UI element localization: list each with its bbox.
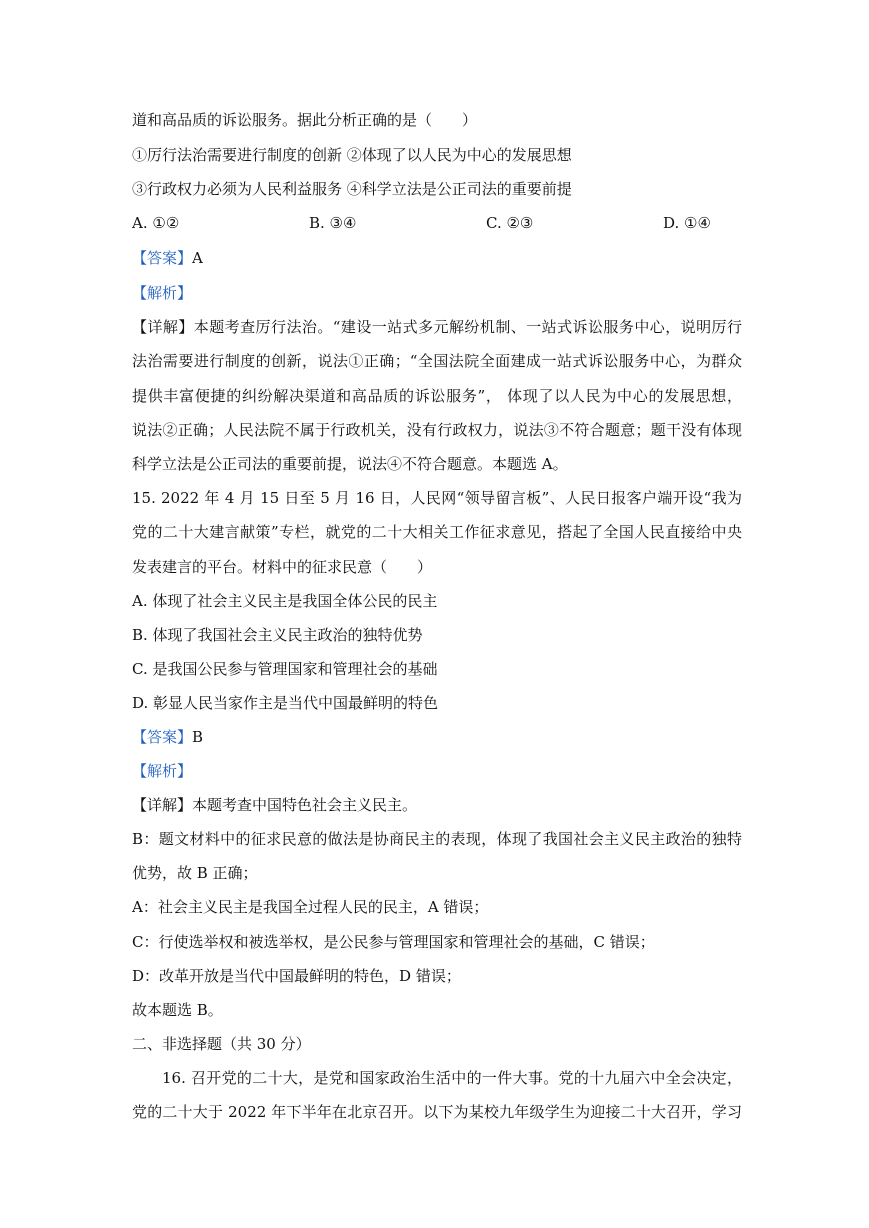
section-heading: 二、非选择题（共 30 分） [132, 1035, 311, 1053]
detail-text: 本题考查厉行法治。“建设一站式多元解纷机制、一站式诉讼服务中心，说明厉行 [193, 318, 742, 336]
q15-detail-first [132, 795, 742, 815]
q15-option-b: B. 体现了我国社会主义民主政治的独特优势 [132, 626, 423, 644]
q15-option-a: A. 体现了社会主义民主是我国全体公民的民主 [132, 592, 438, 610]
q15-detail-line: 优势，故 B 正确； [132, 864, 258, 882]
q15-stem-line: 党的二十大建言献策”专栏，就党的二十大相关工作征求意见，搭起了全国人民直接给中央 [132, 523, 742, 541]
q15-detail-line: D：改革开放是当代中国最鲜明的特色，D 错误； [132, 967, 461, 985]
q15-answer [132, 727, 742, 747]
q14-option-b: B. ③④ [309, 214, 357, 232]
q14-option-d: D. ①④ [663, 214, 711, 232]
q14-detail-line: 说法②正确；人民法院不属于行政机关，没有行政权力，说法③不符合题意；题干没有体现 [132, 421, 742, 439]
q15-stem-line: 发表建言的平台。材料中的征求民意（ ） [132, 558, 433, 576]
q14-analysis [132, 283, 742, 303]
q14-detail-line: 提供丰富便捷的纠纷解决渠道和高品质的诉讼服务”， 体现了以人民为中心的发展思想， [132, 387, 742, 405]
q14-answer [132, 248, 742, 268]
q15-analysis [132, 761, 742, 781]
q15-stem-line: 15. 2022 年 4 月 15 日至 5 月 16 日，人民网“领导留言板”、人民日报客户端开设“我为 [132, 489, 742, 507]
q14-statement-line: ③行政权力必须为人民利益服务 ④科学立法是公正司法的重要前提 [132, 180, 572, 198]
answer-value: B [192, 728, 204, 746]
q14-stem-tail: 道和高品质的诉讼服务。据此分析正确的是（ ） [132, 111, 478, 129]
detail-tag: 【详解】 [132, 318, 194, 336]
detail-tag: 【详解】 [132, 796, 193, 814]
analysis-tag: 【解析】 [132, 762, 193, 780]
answer-value: A [192, 249, 203, 267]
q16-stem-line: 16. 召开党的二十大，是党和国家政治生活中的一件大事。党的十九届六中全会决定， [162, 1069, 742, 1087]
q14-statement-line: ①厉行法治需要进行制度的创新 ②体现了以人民为中心的发展思想 [132, 146, 572, 164]
answer-tag: 【答案】 [132, 728, 193, 746]
q15-detail-line: A：社会主义民主是我国全过程人民的民主，A 错误； [132, 898, 489, 916]
q15-detail-line: C：行使选举权和被选举权，是公民参与管理国家和管理社会的基础，C 错误； [132, 933, 655, 951]
q16-stem-line: 党的二十大于 2022 年下半年在北京召开。以下为某校九年级学生为迎接二十大召开，学习 [132, 1103, 742, 1121]
q15-detail-line: 故本题选 B。 [132, 1001, 223, 1019]
q14-option-c: C. ②③ [486, 214, 534, 232]
q15-detail-line: B：题文材料中的征求民意的做法是协商民主的表现，体现了我国社会主义民主政治的独特 [132, 830, 742, 848]
q14-option-a: A. ①② [132, 214, 180, 232]
q14-detail-line: 法治需要进行制度的创新，说法①正确；“全国法院全面建成一站式诉讼服务中心，为群众 [132, 352, 742, 370]
q15-option-c: C. 是我国公民参与管理国家和管理社会的基础 [132, 660, 438, 678]
answer-tag: 【答案】 [132, 249, 193, 267]
analysis-tag: 【解析】 [132, 284, 193, 302]
detail-text: 本题考查中国特色社会主义民主。 [192, 796, 418, 814]
q15-option-d: D. 彰显人民当家作主是当代中国最鲜明的特色 [132, 694, 439, 712]
q14-detail-line [132, 317, 742, 337]
q14-detail-line: 科学立法是公正司法的重要前提，说法④不符合题意。本题选 A。 [132, 455, 568, 473]
